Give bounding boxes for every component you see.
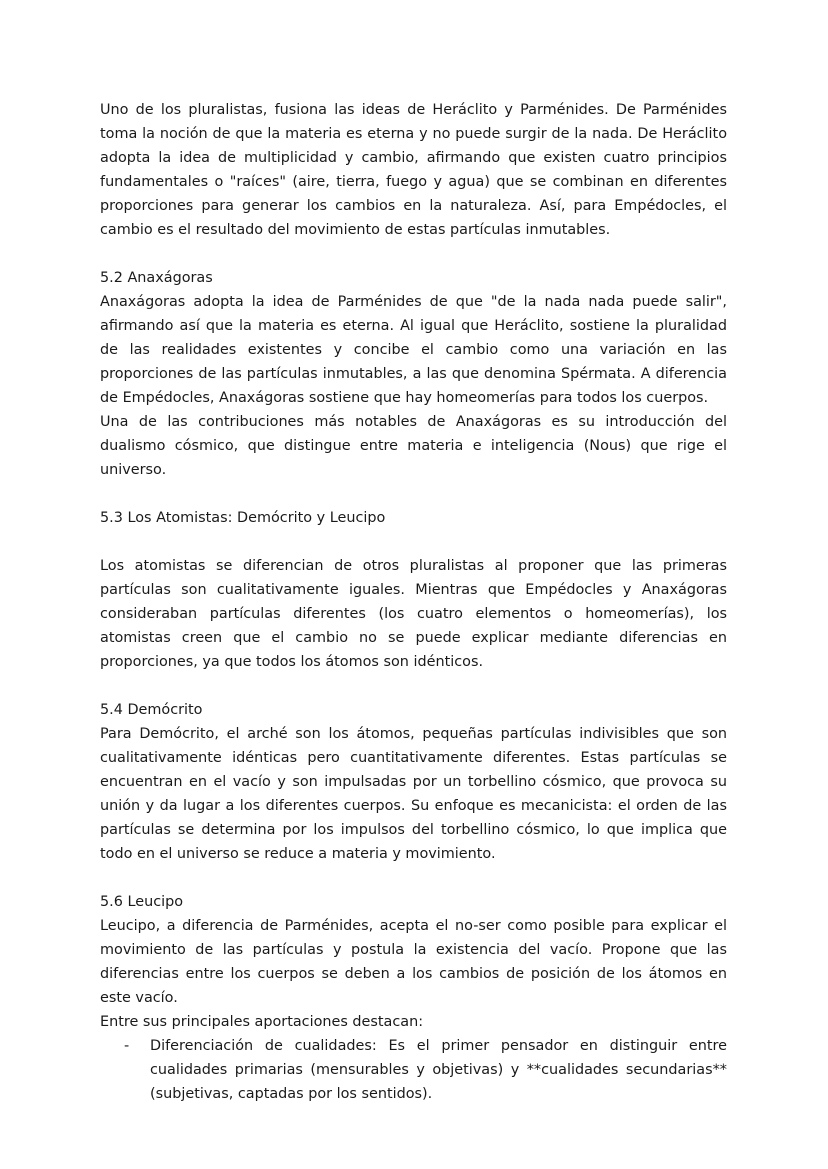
leucipo-paragraph-1: Leucipo, a diferencia de Parménides, acepta el no-ser como posible para explicar el movimiento de las partículas y postula la existencia del vacío. Propone que las diferencias entre los cuerpos se deben a los cambios de posición de los átomos en este vacío. [100,918,727,1006]
spacer [100,530,727,554]
document-page [100,98,727,1106]
democrito-paragraph: Para Demócrito, el arché son los átomos, pequeñas partículas indivisibles que son cualitativamente idénticas pero cuantitativamente diferentes. Estas partículas se encuentran en el vacío y son impulsadas por un torbellino cósmico, que provoca su unión y da lugar a los diferentes cuerpos. Su enfoque es mecanicista: el orden de las partículas se determina por los impulsos del torbellino cósmico, lo que implica que todo en el universo se reduce a materia y movimiento. [100,726,727,862]
bullet-dash: - [124,1038,130,1054]
section-heading-democrito: 5.4 Demócrito [100,702,203,718]
leucipo-paragraph-2: Entre sus principales aportaciones destacan: [100,1014,424,1030]
anaxagoras-paragraph-1: Anaxágoras adopta la idea de Parménides de que "de la nada nada puede salir", afirmando así que la materia es eterna. Al igual que Heráclito, sostiene la pluralidad de las realidades existentes y concibe el cambio como una variación en las proporciones de las partículas inmutables, a las que denomina Spérmata. A diferencia de Empédocles, Anaxágoras sostiene que hay homeomerías para todos los cuerpos. [100,294,727,406]
section-heading-atomistas: 5.3 Los Atomistas: Demócrito y Leucipo [100,510,386,526]
section-heading-anaxagoras: 5.2 Anaxágoras [100,270,213,286]
empedocles-paragraph: Uno de los pluralistas, fusiona las ideas de Heráclito y Parménides. De Parménides toma la noción de que la materia es eterna y no puede surgir de la nada. De Heráclito adopta la idea de multiplicidad y cambio, afirmando que existen cuatro principios fundamentales o "raíces" (aire, tierra, fuego y agua) que se combinan en diferentes proporciones para generar los cambios en la naturaleza. Así, para Empédocles, el cambio es el resultado del movimiento de estas partículas inmutables. [100,102,727,238]
spacer [100,242,727,266]
list-item [100,1034,727,1106]
spacer [100,482,727,506]
leucipo-contributions-list [100,1034,727,1106]
anaxagoras-paragraph-2: Una de las contribuciones más notables de Anaxágoras es su introducción del dualismo cósmico, que distingue entre materia e inteligencia (Nous) que rige el universo. [100,414,727,478]
section-heading-leucipo: 5.6 Leucipo [100,894,184,910]
list-item-text: Diferenciación de cualidades: Es el primer pensador en distinguir entre cualidades primarias (mensurables y objetivas) y **cualidades secundarias** (subjetivas, captadas por los sentidos). [150,1038,727,1102]
spacer [100,866,727,890]
spacer [100,674,727,698]
atomistas-paragraph: Los atomistas se diferencian de otros pluralistas al proponer que las primeras partículas son cualitativamente iguales. Mientras que Empédocles y Anaxágoras consideraban partículas diferentes (los cuatro elementos o homeomerías), los atomistas creen que el cambio no se puede explicar mediante diferencias en proporciones, ya que todos los átomos son idénticos. [100,558,727,670]
